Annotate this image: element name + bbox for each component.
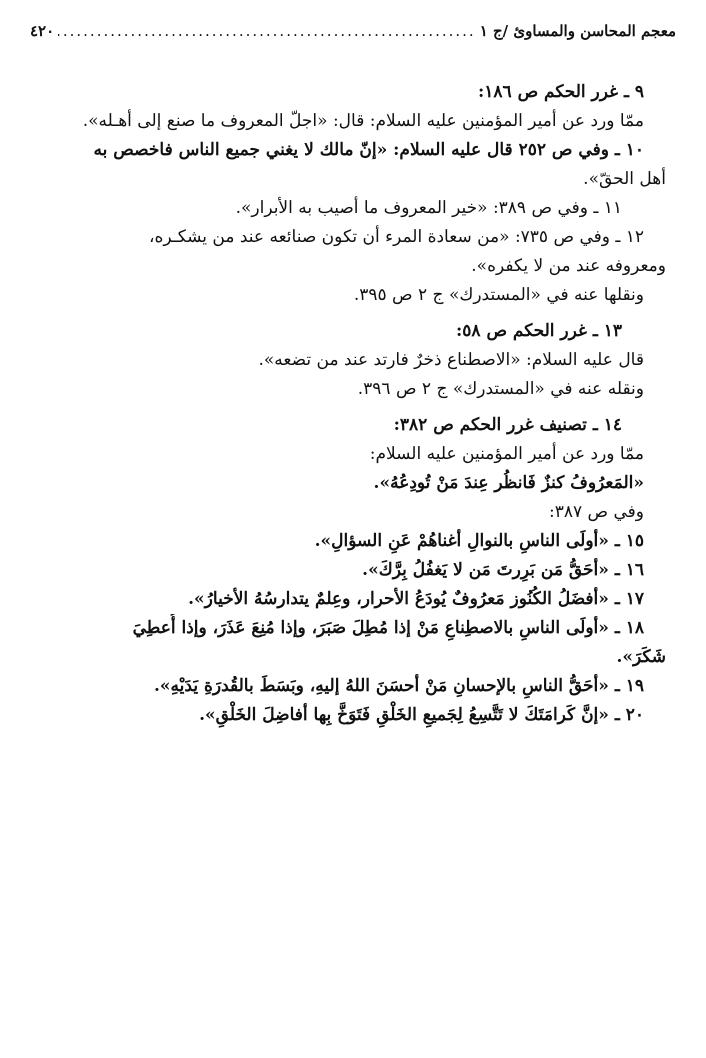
entry-10: ١٠ ـ وفي ص ٢٥٢ قال عليه السلام: «إنّ مالك لا يغني جميع الناس فاخصص به (93, 140, 644, 160)
entry-17: ١٧ ـ «أفضَلُ الكُنُوز مَعرُوفٌ يُودَعُ الأحرار، وعِلمٌ يتدارسُهُ الأخيارُ». (188, 589, 644, 609)
page-header (30, 22, 676, 46)
text-line-continuation: أهل الحقّ». (583, 169, 666, 189)
text-line-continuation: ومعروفه عند من لا يكفره». (471, 256, 666, 276)
text-line: قال عليه السلام: «الاصطناع ذخرٌ فارتد عند من تضعه». (258, 350, 644, 370)
source-note: ونقله عنه في «المستدرك» ج ٢ ص ٣٩٦. (357, 379, 644, 399)
entry-18: ١٨ ـ «أولَى الناسِ بالاصطِناعِ مَنْ إذا مُطِلَ صَبَرَ، وإذا مُنِعَ عَذَرَ، وإذا أُعطِيَ (132, 618, 644, 638)
entry-15: ١٥ ـ «أولَى الناسِ بالنوالِ أغناهُمْ عَنِ السؤالِ». (314, 531, 644, 551)
text-line-continuation: شَكَرَ». (616, 647, 666, 667)
entry-19: ١٩ ـ «أحَقُّ الناسِ بالإحسانِ مَنْ أحسَنَ اللهُ إليهِ، وبَسَطَ بالقُدرَةِ يَدَيْهِ». (154, 676, 644, 696)
page-body (64, 78, 666, 730)
text-line: ممّا ورد عن أمير المؤمنين عليه السلام: قال: «اجلّ المعروف ما صنع إلى أهـله». (82, 111, 644, 131)
entry-heading-14: ١٤ ـ تصنيف غرر الحكم ص ٣٨٢: (393, 415, 622, 435)
source-note: وفي ص ٣٨٧: (548, 502, 644, 522)
text-line: ممّا ورد عن أمير المؤمنين عليه السلام: (369, 444, 644, 464)
entry-heading-9: ٩ ـ غرر الحكم ص ١٨٦: (477, 82, 644, 102)
entry-heading-13: ١٣ ـ غرر الحكم ص ٥٨: (456, 321, 622, 341)
leader-dots (58, 22, 476, 40)
page-number: ٤٢٠ (30, 22, 55, 40)
entry-12: ١٢ ـ وفي ص ٧٣٥: «من سعادة المرء أن تكون صنائعه عند من يشكـره، (148, 227, 644, 247)
entry-16: ١٦ ـ «أحَقُّ مَن بَرِرتَ مَن لا يَغفُلُ بِرَّكَ». (362, 560, 644, 580)
running-title: معجم المحاسن والمساوئ /ج ١ (479, 22, 676, 40)
quote-line: «المَعرُوفُ كنزٌ فَانظُر عِندَ مَنْ تُودِعُهُ». (373, 473, 644, 493)
entry-11: ١١ ـ وفي ص ٣٨٩: «خير المعروف ما أصيب به الأبرار». (235, 198, 622, 218)
source-note: ونقلها عنه في «المستدرك» ج ٢ ص ٣٩٥. (353, 285, 644, 305)
entry-20: ٢٠ ـ «إنَّ كَرامَتَكَ لا تَتَّسِعُ لِجَميعِ الخَلْقِ فَتَوَخَّ بِها أفاضِلَ الخَلْقِ». (199, 705, 644, 725)
